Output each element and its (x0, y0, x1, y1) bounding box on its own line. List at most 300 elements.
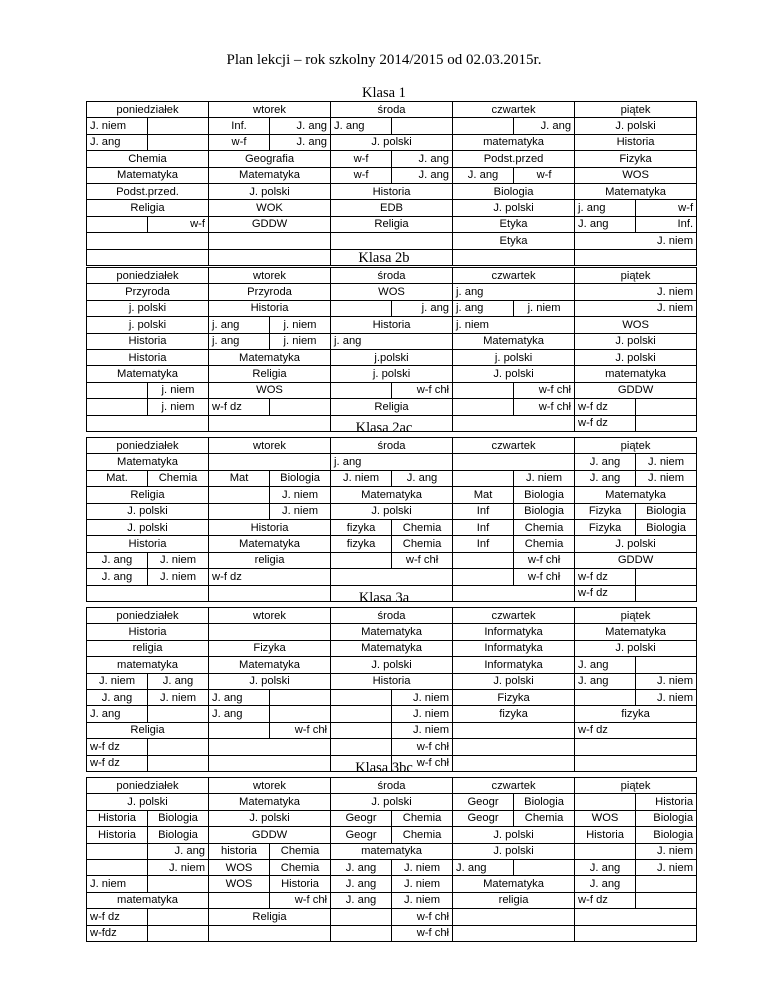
day-header-row (87, 438, 697, 454)
lesson-cell: j. polski (331, 366, 453, 382)
lesson-cell (148, 134, 209, 150)
lesson-cell: j. ang (331, 333, 453, 349)
lesson-cell: J. polski (575, 349, 697, 365)
lesson-cell: J. polski (209, 183, 331, 199)
lesson-row (87, 859, 697, 875)
lesson-cell: J. ang (392, 151, 453, 167)
lesson-cell (453, 739, 575, 755)
lesson-row (87, 454, 697, 470)
day-header-cell: poniedziałek (87, 102, 209, 118)
lesson-cell: Chemia (392, 827, 453, 843)
lesson-cell: WOS (575, 167, 697, 183)
lesson-cell: Chemia (270, 859, 331, 875)
lesson-row (87, 739, 697, 755)
day-header-row (87, 608, 697, 624)
lesson-cell: Historia (575, 134, 697, 150)
lesson-cell: j. ang (453, 300, 514, 316)
lesson-row (87, 151, 697, 167)
lesson-cell: WOS (209, 876, 270, 892)
timetable-klasa-3a (86, 607, 697, 772)
lesson-cell: Religia (87, 722, 209, 738)
day-header-cell: wtorek (209, 268, 331, 284)
lesson-cell: Matematyka (87, 366, 209, 382)
lesson-row (87, 657, 697, 673)
lesson-cell: Religia (87, 487, 209, 503)
lesson-cell: w-f dz (575, 892, 636, 908)
lesson-cell: J. niem (636, 470, 697, 486)
lesson-cell (453, 925, 575, 941)
lesson-cell: Chemia (148, 470, 209, 486)
lesson-cell: w-f (209, 134, 270, 150)
lesson-cell (148, 909, 209, 925)
day-header-row (87, 102, 697, 118)
lesson-cell: Chemia (392, 810, 453, 826)
lesson-cell: w-f chł (392, 382, 453, 398)
lesson-cell: J. polski (87, 519, 209, 535)
lesson-cell: Matematyka (575, 487, 697, 503)
lesson-cell (331, 300, 392, 316)
lesson-cell (453, 399, 514, 415)
lesson-cell (209, 487, 270, 503)
lesson-cell (87, 399, 148, 415)
timetable-klasa-1 (86, 101, 697, 266)
lesson-cell (331, 552, 392, 568)
lesson-cell: Biologia (636, 827, 697, 843)
lesson-cell: J. polski (575, 536, 697, 552)
day-header-cell: czwartek (453, 608, 575, 624)
lesson-cell (209, 739, 331, 755)
lesson-cell: w-f dz (209, 569, 331, 585)
lesson-cell: Fizyka (575, 519, 636, 535)
lesson-cell: Geogr (453, 810, 514, 826)
lesson-cell: J. polski (453, 827, 575, 843)
lesson-cell: Fizyka (575, 151, 697, 167)
lesson-cell: Historia (87, 827, 148, 843)
lesson-cell: J. ang (148, 673, 209, 689)
lesson-cell: Podst.przed (453, 151, 575, 167)
lesson-cell: J. polski (575, 640, 697, 656)
lesson-cell (453, 569, 514, 585)
lesson-cell: J. niem (331, 470, 392, 486)
class-title-3bc: Klasa 3bc (355, 760, 413, 776)
lesson-cell (270, 706, 331, 722)
lesson-cell: Biologia (514, 503, 575, 519)
lesson-cell: J. niem (636, 454, 697, 470)
lesson-cell: WOS (331, 284, 453, 300)
lesson-cell: GDDW (209, 216, 331, 232)
day-header-cell: poniedziałek (87, 778, 209, 794)
lesson-row (87, 183, 697, 199)
lesson-cell: w-f chł (392, 552, 453, 568)
lesson-row (87, 333, 697, 349)
lesson-cell: J. ang (270, 134, 331, 150)
lesson-cell: J. ang (87, 689, 148, 705)
lesson-cell: Historia (87, 536, 209, 552)
lesson-cell: J. niem (392, 876, 453, 892)
class-title-2ac: Klasa 2ac (355, 420, 413, 436)
lesson-row (87, 470, 697, 486)
lesson-cell: Religia (209, 366, 331, 382)
lesson-cell: j. ang (331, 454, 453, 470)
lesson-cell (453, 454, 575, 470)
lesson-cell: J. niem (636, 689, 697, 705)
lesson-cell: J. ang (575, 454, 636, 470)
lesson-cell: matematyka (331, 843, 453, 859)
lesson-cell: historia (209, 843, 270, 859)
lesson-cell: GDDW (209, 827, 331, 843)
lesson-cell: w-f chł (392, 909, 453, 925)
lesson-cell (209, 233, 331, 249)
lesson-cell: J. niem (392, 859, 453, 875)
lesson-cell (87, 216, 148, 232)
lesson-cell: J. niem (575, 233, 697, 249)
lesson-cell (636, 569, 697, 585)
lesson-cell: j. niem (514, 300, 575, 316)
lesson-cell: WOS (575, 810, 636, 826)
lesson-cell: w-f dz (575, 415, 636, 431)
lesson-cell (453, 382, 514, 398)
lesson-cell: J. niem (514, 470, 575, 486)
lesson-cell (636, 876, 697, 892)
lesson-cell (636, 892, 697, 908)
lesson-cell: Informatyka (453, 624, 575, 640)
lesson-cell: J. niem (148, 569, 209, 585)
lesson-cell: fizyka (331, 536, 392, 552)
lesson-cell (453, 909, 575, 925)
timetable-klasa-3bc (86, 777, 697, 942)
lesson-cell: J. ang (575, 673, 636, 689)
lesson-cell: J. polski (453, 200, 575, 216)
lesson-cell: Przyroda (209, 284, 331, 300)
lesson-cell: J. niem (392, 722, 453, 738)
lesson-cell: J. polski (331, 134, 453, 150)
lesson-cell: J. ang (575, 216, 636, 232)
lesson-cell: Historia (87, 349, 209, 365)
lesson-cell (514, 859, 575, 875)
lesson-cell: GDDW (575, 382, 697, 398)
lesson-cell: fizyka (453, 706, 575, 722)
lesson-cell: Biologia (514, 487, 575, 503)
lesson-cell (636, 657, 697, 673)
lesson-cell: Historia (575, 827, 636, 843)
lesson-cell: J. polski (575, 118, 697, 134)
lesson-cell (270, 689, 331, 705)
lesson-row (87, 925, 697, 941)
lesson-row (87, 200, 697, 216)
lesson-cell: Biologia (270, 470, 331, 486)
day-header-cell: piątek (575, 268, 697, 284)
lesson-cell: Matematyka (453, 333, 575, 349)
lesson-cell: Historia (331, 183, 453, 199)
lesson-cell: religia (209, 552, 331, 568)
day-header-cell: czwartek (453, 438, 575, 454)
lesson-cell (331, 722, 392, 738)
lesson-cell: Chemia (514, 536, 575, 552)
lesson-row (87, 519, 697, 535)
lesson-cell: J. niem (270, 503, 331, 519)
lesson-cell: j. ang (453, 284, 575, 300)
lesson-row (87, 909, 697, 925)
lesson-row (87, 317, 697, 333)
lesson-cell: J. ang (392, 470, 453, 486)
lesson-cell: matematyka (87, 892, 209, 908)
lesson-cell: j. ang (209, 333, 270, 349)
lesson-cell: Geogr (453, 794, 514, 810)
lesson-cell: j. niem (148, 399, 209, 415)
lesson-cell: Inf (453, 519, 514, 535)
lesson-cell (209, 503, 270, 519)
day-header-row (87, 268, 697, 284)
lesson-cell: Historia (270, 876, 331, 892)
lesson-cell: w-f dz (87, 909, 148, 925)
lesson-cell (331, 569, 453, 585)
lesson-cell: J. ang (87, 552, 148, 568)
lesson-cell (148, 118, 209, 134)
lesson-cell (87, 382, 148, 398)
lesson-cell: J. niem (392, 706, 453, 722)
lesson-row (87, 722, 697, 738)
lesson-cell: J. niem (270, 487, 331, 503)
lesson-cell: Matematyka (575, 183, 697, 199)
day-header-cell: środa (331, 102, 453, 118)
lesson-cell: Chemia (514, 810, 575, 826)
lesson-cell: Informatyka (453, 640, 575, 656)
lesson-row (87, 827, 697, 843)
lesson-cell: Podst.przed. (87, 183, 209, 199)
lesson-row (87, 399, 697, 415)
lesson-cell: j. niem (270, 333, 331, 349)
lesson-cell: w-f dz (87, 739, 148, 755)
lesson-cell: w-f (514, 167, 575, 183)
lesson-cell: J. polski (575, 333, 697, 349)
day-header-cell: poniedziałek (87, 608, 209, 624)
lesson-cell (453, 552, 514, 568)
lesson-cell: Matematyka (331, 640, 453, 656)
lesson-cell: Biologia (636, 519, 697, 535)
day-header-cell: wtorek (209, 778, 331, 794)
lesson-cell: Chemia (392, 536, 453, 552)
lesson-cell: J. polski (87, 794, 209, 810)
lesson-cell: Przyroda (87, 284, 209, 300)
lesson-cell: Biologia (636, 810, 697, 826)
document-title: Plan lekcji – rok szkolny 2014/2015 od 02.03.2015r. (226, 52, 542, 68)
lesson-cell: J. polski (209, 810, 331, 826)
lesson-cell: EDB (331, 200, 453, 216)
lesson-cell: J. ang (453, 167, 514, 183)
day-header-cell: czwartek (453, 778, 575, 794)
lesson-cell: Fizyka (453, 689, 575, 705)
lesson-cell (392, 118, 453, 134)
lesson-cell: J. ang (453, 859, 514, 875)
lesson-cell: j. polski (87, 317, 209, 333)
lesson-cell: Informatyka (453, 657, 575, 673)
lesson-cell: j. ang (575, 200, 636, 216)
lesson-cell: Etyka (453, 233, 575, 249)
day-header-cell: wtorek (209, 438, 331, 454)
lesson-cell: J. niem (87, 118, 148, 134)
lesson-cell (453, 470, 514, 486)
lesson-cell: WOS (209, 382, 331, 398)
lesson-cell: Inf. (209, 118, 270, 134)
lesson-cell: Geogr (331, 810, 392, 826)
lesson-cell: w-f chł (514, 382, 575, 398)
lesson-cell: J. polski (87, 503, 209, 519)
lesson-row (87, 233, 697, 249)
lesson-cell: Fizyka (575, 503, 636, 519)
lesson-cell: J. niem (148, 552, 209, 568)
lesson-cell: GDDW (575, 552, 697, 568)
lesson-cell (148, 876, 209, 892)
lesson-row (87, 216, 697, 232)
lesson-cell: Historia (87, 810, 148, 826)
lesson-cell (148, 706, 209, 722)
lesson-row (87, 366, 697, 382)
lesson-cell: Historia (636, 794, 697, 810)
lesson-cell: j. polski (453, 349, 575, 365)
lesson-cell (331, 382, 392, 398)
day-header-cell: piątek (575, 778, 697, 794)
lesson-cell: J. ang (209, 689, 270, 705)
lesson-cell: matematyka (575, 366, 697, 382)
lesson-cell: j. ang (209, 317, 270, 333)
lesson-cell: j. niem (148, 382, 209, 398)
lesson-cell: w-f dz (209, 399, 270, 415)
lesson-cell: J. ang (270, 118, 331, 134)
lesson-cell: J. ang (331, 118, 392, 134)
lesson-cell: J. polski (209, 673, 331, 689)
lesson-cell: w-f (331, 151, 392, 167)
lesson-cell: Religia (87, 200, 209, 216)
lesson-row (87, 552, 697, 568)
lesson-cell: Matematyka (331, 487, 453, 503)
lesson-row (87, 349, 697, 365)
day-header-cell: piątek (575, 438, 697, 454)
lesson-cell: Inf (453, 536, 514, 552)
lesson-cell: Religia (209, 909, 331, 925)
lesson-cell: Historia (87, 624, 209, 640)
lesson-cell: J. niem (575, 284, 697, 300)
lesson-cell: w-f dz (575, 569, 636, 585)
lesson-row (87, 284, 697, 300)
lesson-cell: w-f (148, 216, 209, 232)
lesson-cell: Biologia (148, 827, 209, 843)
lesson-cell: religia (87, 640, 209, 656)
lesson-cell: Biologia (636, 503, 697, 519)
lesson-cell: Fizyka (209, 640, 331, 656)
lesson-cell: Matematyka (453, 876, 575, 892)
lesson-row (87, 624, 697, 640)
lesson-cell (87, 233, 209, 249)
day-header-cell: poniedziałek (87, 268, 209, 284)
lesson-cell: Matematyka (209, 167, 331, 183)
lesson-cell (209, 624, 331, 640)
lesson-cell (331, 689, 392, 705)
lesson-cell: Religia (331, 216, 453, 232)
lesson-row (87, 876, 697, 892)
lesson-cell: Matematyka (87, 167, 209, 183)
lesson-cell (270, 399, 331, 415)
lesson-cell: j.polski (331, 349, 453, 365)
lesson-cell: J. polski (453, 843, 575, 859)
lesson-cell (209, 722, 270, 738)
lesson-cell (331, 233, 453, 249)
lesson-cell: Matematyka (209, 536, 331, 552)
lesson-cell: J. niem (87, 673, 148, 689)
lesson-cell: Geogr (331, 827, 392, 843)
day-header-cell: poniedziałek (87, 438, 209, 454)
lesson-row (87, 167, 697, 183)
lesson-cell: Historia (209, 519, 331, 535)
lesson-row (87, 487, 697, 503)
lesson-cell: w-f (331, 167, 392, 183)
lesson-cell: WOS (209, 859, 270, 875)
lesson-cell: fizyka (575, 706, 697, 722)
lesson-cell: J. polski (331, 794, 453, 810)
lesson-cell: w-f dz (575, 399, 636, 415)
lesson-row (87, 503, 697, 519)
lesson-row (87, 892, 697, 908)
lesson-cell (209, 454, 331, 470)
lesson-cell: Historia (331, 317, 453, 333)
lesson-row (87, 640, 697, 656)
lesson-row (87, 536, 697, 552)
lesson-cell: Religia (331, 399, 453, 415)
day-header-cell: środa (331, 438, 453, 454)
day-header-cell: piątek (575, 102, 697, 118)
day-header-cell: piątek (575, 608, 697, 624)
lesson-cell: J. polski (453, 673, 575, 689)
day-header-cell: czwartek (453, 268, 575, 284)
lesson-cell: Matematyka (209, 657, 331, 673)
lesson-cell: matematyka (453, 134, 575, 150)
lesson-cell: WOK (209, 200, 331, 216)
lesson-row (87, 382, 697, 398)
lesson-cell (87, 859, 148, 875)
lesson-cell: matematyka (87, 657, 209, 673)
lesson-cell: J. polski (331, 657, 453, 673)
lesson-cell (575, 739, 697, 755)
lesson-cell (331, 706, 392, 722)
lesson-cell: Matematyka (87, 454, 209, 470)
lesson-cell: J. niem (392, 892, 453, 908)
lesson-cell: Geografia (209, 151, 331, 167)
lesson-row (87, 300, 697, 316)
lesson-cell (331, 909, 392, 925)
lesson-cell: Matematyka (331, 624, 453, 640)
lesson-cell: J. ang (209, 706, 270, 722)
lesson-cell: w-f chł (270, 722, 331, 738)
lesson-cell: Chemia (87, 151, 209, 167)
lesson-cell: Chemia (270, 843, 331, 859)
day-header-cell: wtorek (209, 102, 331, 118)
lesson-cell: Historia (209, 300, 331, 316)
lesson-cell: Biologia (148, 810, 209, 826)
lesson-cell: J. ang (575, 876, 636, 892)
lesson-cell: Biologia (514, 794, 575, 810)
lesson-cell: J. ang (575, 859, 636, 875)
lesson-cell: J. ang (87, 134, 148, 150)
lesson-cell: w-f chł (514, 399, 575, 415)
day-header-cell: wtorek (209, 608, 331, 624)
lesson-row (87, 810, 697, 826)
lesson-cell (148, 739, 209, 755)
lesson-cell: j. niem (270, 317, 331, 333)
lesson-cell: Matematyka (209, 794, 331, 810)
lesson-cell: j. niem (453, 317, 575, 333)
lesson-cell: J. niem (636, 859, 697, 875)
lesson-row (87, 569, 697, 585)
lesson-row (87, 689, 697, 705)
